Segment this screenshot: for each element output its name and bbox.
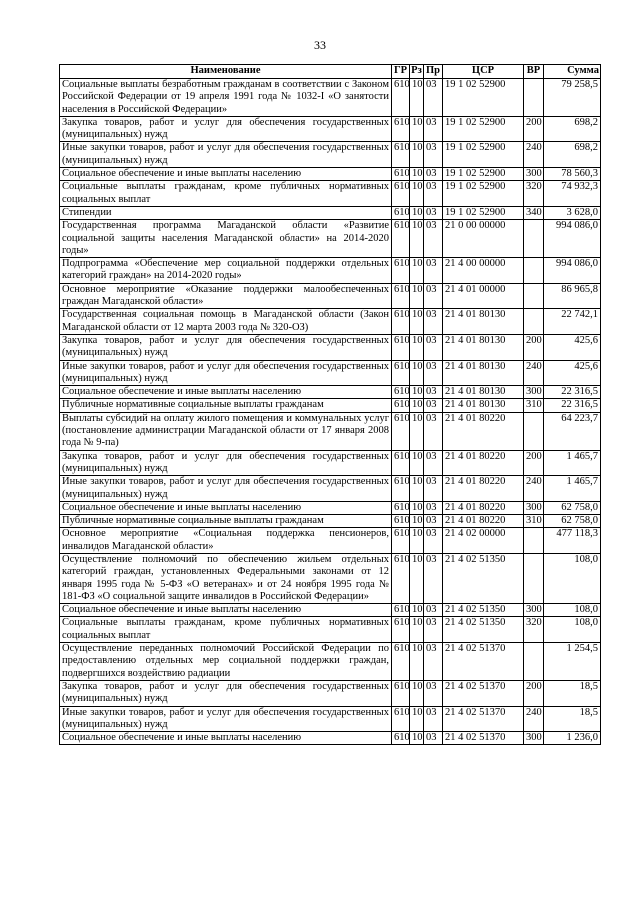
cell-pr: 03 [424, 501, 443, 514]
cell-gr: 610 [392, 617, 410, 643]
cell-name: Иные закупки товаров, работ и услуг для обеспечения государственных (муниципальных) нужд [60, 706, 392, 732]
cell-sum: 62 758,0 [544, 501, 601, 514]
table-row [60, 309, 601, 335]
cell-vr [524, 220, 544, 258]
cell-gr: 610 [392, 142, 410, 168]
cell-rz: 10 [410, 643, 424, 681]
cell-vr: 320 [524, 181, 544, 207]
cell-name: Социальное обеспечение и иные выплаты населению [60, 168, 392, 181]
cell-sum: 1 236,0 [544, 732, 601, 745]
cell-csr: 21 4 01 80220 [443, 412, 524, 450]
cell-csr: 21 4 01 80130 [443, 334, 524, 360]
cell-gr: 610 [392, 553, 410, 603]
cell-pr: 03 [424, 309, 443, 335]
table-header-row [60, 65, 601, 79]
cell-rz: 10 [410, 680, 424, 706]
cell-csr: 21 4 00 00000 [443, 258, 524, 284]
cell-vr [524, 412, 544, 450]
cell-rz: 10 [410, 220, 424, 258]
cell-csr: 19 1 02 52900 [443, 206, 524, 219]
cell-name: Социальное обеспечение и иные выплаты населению [60, 732, 392, 745]
cell-name: Закупка товаров, работ и услуг для обеспечения государственных (муниципальных) нужд [60, 116, 392, 142]
cell-sum: 1 254,5 [544, 643, 601, 681]
cell-sum: 425,6 [544, 360, 601, 386]
cell-pr: 03 [424, 553, 443, 603]
cell-name: Социальное обеспечение и иные выплаты населению [60, 386, 392, 399]
cell-gr: 610 [392, 79, 410, 117]
cell-gr: 610 [392, 283, 410, 309]
cell-vr [524, 643, 544, 681]
cell-csr: 19 1 02 52900 [443, 116, 524, 142]
cell-gr: 610 [392, 360, 410, 386]
cell-name: Закупка товаров, работ и услуг для обеспечения государственных (муниципальных) нужд [60, 334, 392, 360]
cell-csr: 19 1 02 52900 [443, 79, 524, 117]
cell-pr: 03 [424, 476, 443, 502]
cell-sum: 18,5 [544, 706, 601, 732]
cell-name: Основное мероприятие «Оказание поддержки малообеспеченных граждан Магаданской области» [60, 283, 392, 309]
cell-vr: 200 [524, 450, 544, 476]
table-row [60, 412, 601, 450]
cell-name: Стипендии [60, 206, 392, 219]
table-row [60, 360, 601, 386]
cell-sum: 78 560,3 [544, 168, 601, 181]
cell-gr: 610 [392, 450, 410, 476]
cell-csr: 21 4 02 51350 [443, 617, 524, 643]
cell-gr: 610 [392, 732, 410, 745]
column-header-vr: ВР [524, 65, 544, 79]
cell-csr: 21 4 02 51350 [443, 604, 524, 617]
cell-gr: 610 [392, 528, 410, 554]
cell-rz: 10 [410, 142, 424, 168]
cell-pr: 03 [424, 360, 443, 386]
cell-rz: 10 [410, 732, 424, 745]
cell-sum: 108,0 [544, 617, 601, 643]
cell-pr: 03 [424, 181, 443, 207]
cell-csr: 21 4 01 00000 [443, 283, 524, 309]
cell-gr: 610 [392, 501, 410, 514]
cell-sum: 62 758,0 [544, 515, 601, 528]
column-header-rz: Рз [410, 65, 424, 79]
cell-gr: 610 [392, 220, 410, 258]
cell-rz: 10 [410, 181, 424, 207]
cell-csr: 21 4 01 80130 [443, 386, 524, 399]
cell-vr [524, 258, 544, 284]
cell-sum: 994 086,0 [544, 220, 601, 258]
table-row [60, 553, 601, 603]
table-row [60, 181, 601, 207]
cell-vr: 300 [524, 168, 544, 181]
cell-gr: 610 [392, 399, 410, 412]
cell-pr: 03 [424, 617, 443, 643]
cell-gr: 610 [392, 476, 410, 502]
table-row [60, 617, 601, 643]
cell-vr: 300 [524, 732, 544, 745]
cell-name: Закупка товаров, работ и услуг для обеспечения государственных (муниципальных) нужд [60, 680, 392, 706]
column-header-name: Наименование [60, 65, 392, 79]
cell-gr: 610 [392, 706, 410, 732]
cell-csr: 21 4 02 51350 [443, 553, 524, 603]
cell-vr [524, 309, 544, 335]
cell-csr: 21 4 02 51370 [443, 732, 524, 745]
cell-name: Выплаты субсидий на оплату жилого помещения и коммунальных услуг (постановление администрации Магаданской области от 17 января 2008 года № 9-па) [60, 412, 392, 450]
cell-vr: 200 [524, 334, 544, 360]
cell-csr: 19 1 02 52900 [443, 142, 524, 168]
cell-rz: 10 [410, 168, 424, 181]
table-body [60, 79, 601, 745]
cell-vr: 300 [524, 604, 544, 617]
cell-name: Социальное обеспечение и иные выплаты населению [60, 604, 392, 617]
cell-gr: 610 [392, 334, 410, 360]
cell-gr: 610 [392, 412, 410, 450]
cell-sum: 74 932,3 [544, 181, 601, 207]
table-row [60, 680, 601, 706]
cell-sum: 79 258,5 [544, 79, 601, 117]
table-row [60, 168, 601, 181]
cell-sum: 108,0 [544, 553, 601, 603]
table-row [60, 116, 601, 142]
cell-csr: 21 4 01 80220 [443, 450, 524, 476]
table-row [60, 386, 601, 399]
cell-name: Основное мероприятие «Социальная поддержка пенсионеров, инвалидов Магаданской области» [60, 528, 392, 554]
table-row [60, 142, 601, 168]
cell-csr: 21 4 01 80220 [443, 476, 524, 502]
table-row [60, 334, 601, 360]
cell-vr: 200 [524, 680, 544, 706]
cell-sum: 994 086,0 [544, 258, 601, 284]
cell-pr: 03 [424, 116, 443, 142]
cell-csr: 21 4 01 80130 [443, 399, 524, 412]
column-header-pr: Пр [424, 65, 443, 79]
table-row [60, 283, 601, 309]
table-row [60, 79, 601, 117]
cell-csr: 19 1 02 52900 [443, 168, 524, 181]
cell-vr: 200 [524, 116, 544, 142]
cell-gr: 610 [392, 643, 410, 681]
cell-name: Государственная программа Магаданской области «Развитие социальной защиты населения Магаданской области» на 2014-2020 годы» [60, 220, 392, 258]
cell-gr: 610 [392, 258, 410, 284]
cell-rz: 10 [410, 617, 424, 643]
cell-sum: 477 118,3 [544, 528, 601, 554]
table-row [60, 476, 601, 502]
cell-csr: 21 4 01 80130 [443, 309, 524, 335]
cell-pr: 03 [424, 450, 443, 476]
cell-sum: 64 223,7 [544, 412, 601, 450]
cell-sum: 1 465,7 [544, 450, 601, 476]
table-row [60, 258, 601, 284]
cell-name: Социальное обеспечение и иные выплаты населению [60, 501, 392, 514]
cell-csr: 21 4 01 80220 [443, 501, 524, 514]
cell-name: Иные закупки товаров, работ и услуг для обеспечения государственных (муниципальных) нужд [60, 476, 392, 502]
cell-vr [524, 528, 544, 554]
cell-gr: 610 [392, 206, 410, 219]
cell-csr: 19 1 02 52900 [443, 181, 524, 207]
cell-name: Публичные нормативные социальные выплаты гражданам [60, 399, 392, 412]
cell-csr: 21 4 02 51370 [443, 643, 524, 681]
cell-vr: 300 [524, 501, 544, 514]
budget-table [59, 64, 601, 745]
table-row [60, 206, 601, 219]
cell-rz: 10 [410, 79, 424, 117]
cell-pr: 03 [424, 528, 443, 554]
cell-csr: 21 4 01 80220 [443, 515, 524, 528]
cell-vr: 240 [524, 476, 544, 502]
cell-vr [524, 553, 544, 603]
table-row [60, 643, 601, 681]
cell-pr: 03 [424, 79, 443, 117]
cell-gr: 610 [392, 386, 410, 399]
cell-pr: 03 [424, 220, 443, 258]
cell-pr: 03 [424, 399, 443, 412]
table-row [60, 450, 601, 476]
cell-vr: 320 [524, 617, 544, 643]
table-row [60, 706, 601, 732]
cell-rz: 10 [410, 258, 424, 284]
cell-vr [524, 283, 544, 309]
table-row [60, 528, 601, 554]
cell-pr: 03 [424, 142, 443, 168]
cell-sum: 22 316,5 [544, 399, 601, 412]
cell-vr [524, 79, 544, 117]
cell-name: Иные закупки товаров, работ и услуг для обеспечения государственных (муниципальных) нужд [60, 142, 392, 168]
column-header-csr: ЦСР [443, 65, 524, 79]
cell-sum: 86 965,8 [544, 283, 601, 309]
cell-pr: 03 [424, 515, 443, 528]
cell-vr: 340 [524, 206, 544, 219]
page-number: 33 [314, 38, 326, 52]
cell-rz: 10 [410, 706, 424, 732]
cell-rz: 10 [410, 476, 424, 502]
cell-pr: 03 [424, 706, 443, 732]
cell-name: Осуществление переданных полномочий Российской Федерации по предоставлению отдельных мер социальной поддержки граждан, подвергшихся воздействию радиации [60, 643, 392, 681]
cell-csr: 21 4 02 00000 [443, 528, 524, 554]
column-header-sum: Сумма [544, 65, 601, 79]
cell-sum: 698,2 [544, 142, 601, 168]
cell-sum: 425,6 [544, 334, 601, 360]
cell-rz: 10 [410, 116, 424, 142]
cell-gr: 610 [392, 309, 410, 335]
table-row [60, 501, 601, 514]
cell-pr: 03 [424, 386, 443, 399]
cell-pr: 03 [424, 604, 443, 617]
cell-rz: 10 [410, 553, 424, 603]
cell-sum: 108,0 [544, 604, 601, 617]
table-row [60, 515, 601, 528]
cell-pr: 03 [424, 283, 443, 309]
cell-pr: 03 [424, 334, 443, 360]
cell-gr: 610 [392, 181, 410, 207]
cell-vr: 240 [524, 706, 544, 732]
cell-pr: 03 [424, 168, 443, 181]
cell-name: Государственная социальная помощь в Магаданской области (Закон Магаданской области от 12 марта 2003 года № 320-ОЗ) [60, 309, 392, 335]
cell-name: Подпрограмма «Обеспечение мер социальной поддержки отдельных категорий граждан» на 2014-2020 годы» [60, 258, 392, 284]
cell-sum: 22 316,5 [544, 386, 601, 399]
cell-rz: 10 [410, 412, 424, 450]
cell-gr: 610 [392, 680, 410, 706]
cell-pr: 03 [424, 643, 443, 681]
cell-pr: 03 [424, 412, 443, 450]
cell-pr: 03 [424, 680, 443, 706]
cell-rz: 10 [410, 360, 424, 386]
cell-sum: 22 742,1 [544, 309, 601, 335]
cell-name: Публичные нормативные социальные выплаты гражданам [60, 515, 392, 528]
cell-vr: 240 [524, 360, 544, 386]
cell-name: Социальные выплаты гражданам, кроме публичных нормативных социальных выплат [60, 617, 392, 643]
cell-rz: 10 [410, 450, 424, 476]
cell-gr: 610 [392, 168, 410, 181]
cell-rz: 10 [410, 283, 424, 309]
cell-gr: 610 [392, 604, 410, 617]
cell-vr: 310 [524, 515, 544, 528]
table-row [60, 220, 601, 258]
cell-rz: 10 [410, 206, 424, 219]
cell-vr: 300 [524, 386, 544, 399]
cell-sum: 3 628,0 [544, 206, 601, 219]
cell-name: Социальные выплаты гражданам, кроме публичных нормативных социальных выплат [60, 181, 392, 207]
cell-pr: 03 [424, 258, 443, 284]
table-row [60, 399, 601, 412]
cell-rz: 10 [410, 604, 424, 617]
cell-csr: 21 4 02 51370 [443, 680, 524, 706]
cell-rz: 10 [410, 515, 424, 528]
cell-rz: 10 [410, 386, 424, 399]
cell-vr: 240 [524, 142, 544, 168]
cell-rz: 10 [410, 399, 424, 412]
cell-pr: 03 [424, 732, 443, 745]
column-header-gr: ГР [392, 65, 410, 79]
cell-sum: 18,5 [544, 680, 601, 706]
cell-name: Осуществление полномочий по обеспечению жильем отдельных категорий граждан, установленных Федеральными законами от 12 января 1995 года № 5-ФЗ «О ветеранах» и от 24 ноября 1995 года № 181-ФЗ «О социальной защите инвалидов в Российской Федерации» [60, 553, 392, 603]
cell-gr: 610 [392, 116, 410, 142]
cell-rz: 10 [410, 501, 424, 514]
cell-rz: 10 [410, 334, 424, 360]
cell-name: Закупка товаров, работ и услуг для обеспечения государственных (муниципальных) нужд [60, 450, 392, 476]
cell-gr: 610 [392, 515, 410, 528]
cell-name: Иные закупки товаров, работ и услуг для обеспечения государственных (муниципальных) нужд [60, 360, 392, 386]
cell-vr: 310 [524, 399, 544, 412]
cell-pr: 03 [424, 206, 443, 219]
table-row [60, 604, 601, 617]
cell-csr: 21 0 00 00000 [443, 220, 524, 258]
cell-name: Социальные выплаты безработным гражданам в соответствии с Законом Российской Федерации от 19 апреля 1991 года № 1032-I «О занятости населения в Российской Федерации» [60, 79, 392, 117]
cell-sum: 698,2 [544, 116, 601, 142]
table-row [60, 732, 601, 745]
cell-sum: 1 465,7 [544, 476, 601, 502]
cell-csr: 21 4 01 80130 [443, 360, 524, 386]
cell-csr: 21 4 02 51370 [443, 706, 524, 732]
cell-rz: 10 [410, 528, 424, 554]
cell-rz: 10 [410, 309, 424, 335]
